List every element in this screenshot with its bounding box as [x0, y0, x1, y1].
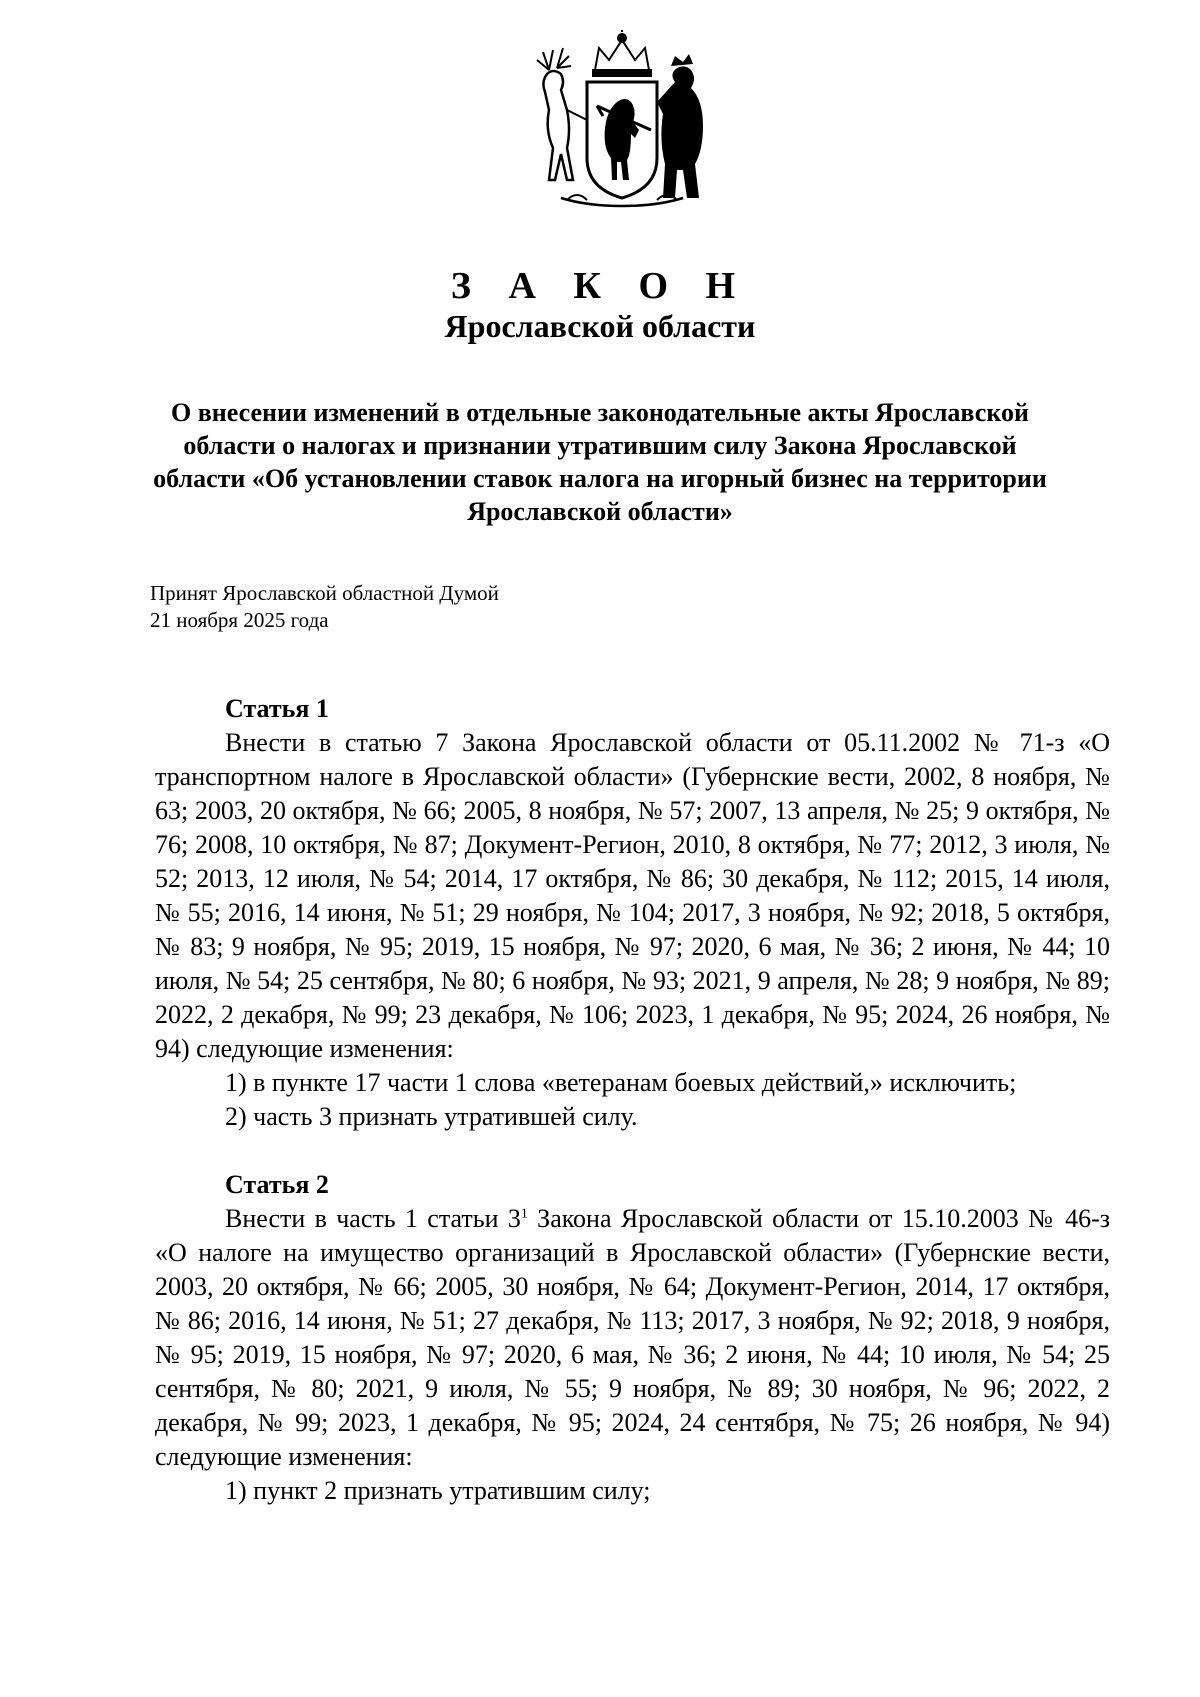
article-2-text: [155, 1202, 1110, 1474]
article-2-item: 1) пункт 2 признать утратившим силу;: [225, 1476, 651, 1505]
law-region: Ярославской области: [444, 308, 756, 344]
article-1-item: 1) в пункте 17 части 1 слова «ветеранам боевых действий,» исключить;: [225, 1068, 1017, 1097]
article-1-item: 2) часть 3 признать утратившей силу.: [225, 1102, 638, 1131]
article-1-heading: Статья 1: [225, 694, 329, 723]
article-2-heading: Статья 2: [225, 1170, 329, 1199]
document-body: [155, 692, 1110, 1508]
coat-of-arms-icon: [527, 30, 717, 220]
spacer: [155, 1134, 1110, 1168]
law-subject: О внесении изменений в отдельные законодательные акты Ярославской области о налогах и признании утратившим силу Закона Ярославской области «Об установлении ставок налога на игорный бизнес на территории Ярославской области»: [153, 398, 1047, 526]
article-superscript: 1: [520, 1206, 528, 1222]
article-2-text-start: Внести в часть 1 статьи 3: [225, 1204, 521, 1233]
article-1-text: Внести в статью 7 Закона Ярославской области от 05.11.2002 № 71-з «О транспортном налоге в Ярославской области» (Губернские вести, 2002, 8 ноября, № 63; 2003, 20 октября, № 66; 2005, 8 ноября, № 57; 2007, 13 апреля, № 25; 9 октября, № 76; 2008, 10 октября, № 87; Документ-Регион, 2010, 8 октября, № 77; 2012, 3 июля, № 52; 2013, 12 июля, № 54; 2014, 17 октября, № 86; 30 декабря, № 112; 2015, 14 июля, № 55; 2016, 14 июня, № 51; 29 ноября, № 104; 2017, 3 ноября, № 92; 2018, 5 октября, № 83; 9 ноября, № 95; 2019, 15 ноября, № 97; 2020, 6 мая, № 36; 2 июня, № 44; 10 июля, № 54; 25 сентября, № 80; 6 ноября, № 93; 2021, 9 апреля, № 28; 9 ноября, № 89; 2022, 2 декабря, № 99; 23 декабря, № 106; 2023, 1 декабря, № 95; 2024, 26 ноября, № 94) следующие изменения:: [155, 728, 1110, 1063]
adoption-date: 21 ноября 2025 года: [150, 608, 329, 632]
article-2-text-rest: Закона Ярославской области от 15.10.2003 № 46-з «О налоге на имущество организаций в Ярославской области» (Губернские вести, 2003, 20 октября, № 66; 2005, 30 ноября, № 64; Документ-Регион, 2014, 17 октября, № 86; 2016, 14 июня, № 51; 27 декабря, № 113; 2017, 3 ноября, № 92; 2018, 9 ноября, № 95; 2019, 15 ноября, № 97; 2020, 6 мая, № 36; 2 июня, № 44; 10 июля, № 54; 25 сентября, № 80; 2021, 9 июля, № 55; 9 ноября, № 89; 30 ноября, № 96; 2022, 2 декабря, № 99; 2023, 1 декабря, № 95; 2024, 24 сентября, № 75; 26 ноября, № 94) следующие изменения:: [155, 1204, 1110, 1471]
adoption-info: [150, 580, 499, 634]
adoption-line: Принят Ярославской областной Думой: [150, 581, 499, 605]
law-title: З А К О Н: [450, 265, 750, 307]
